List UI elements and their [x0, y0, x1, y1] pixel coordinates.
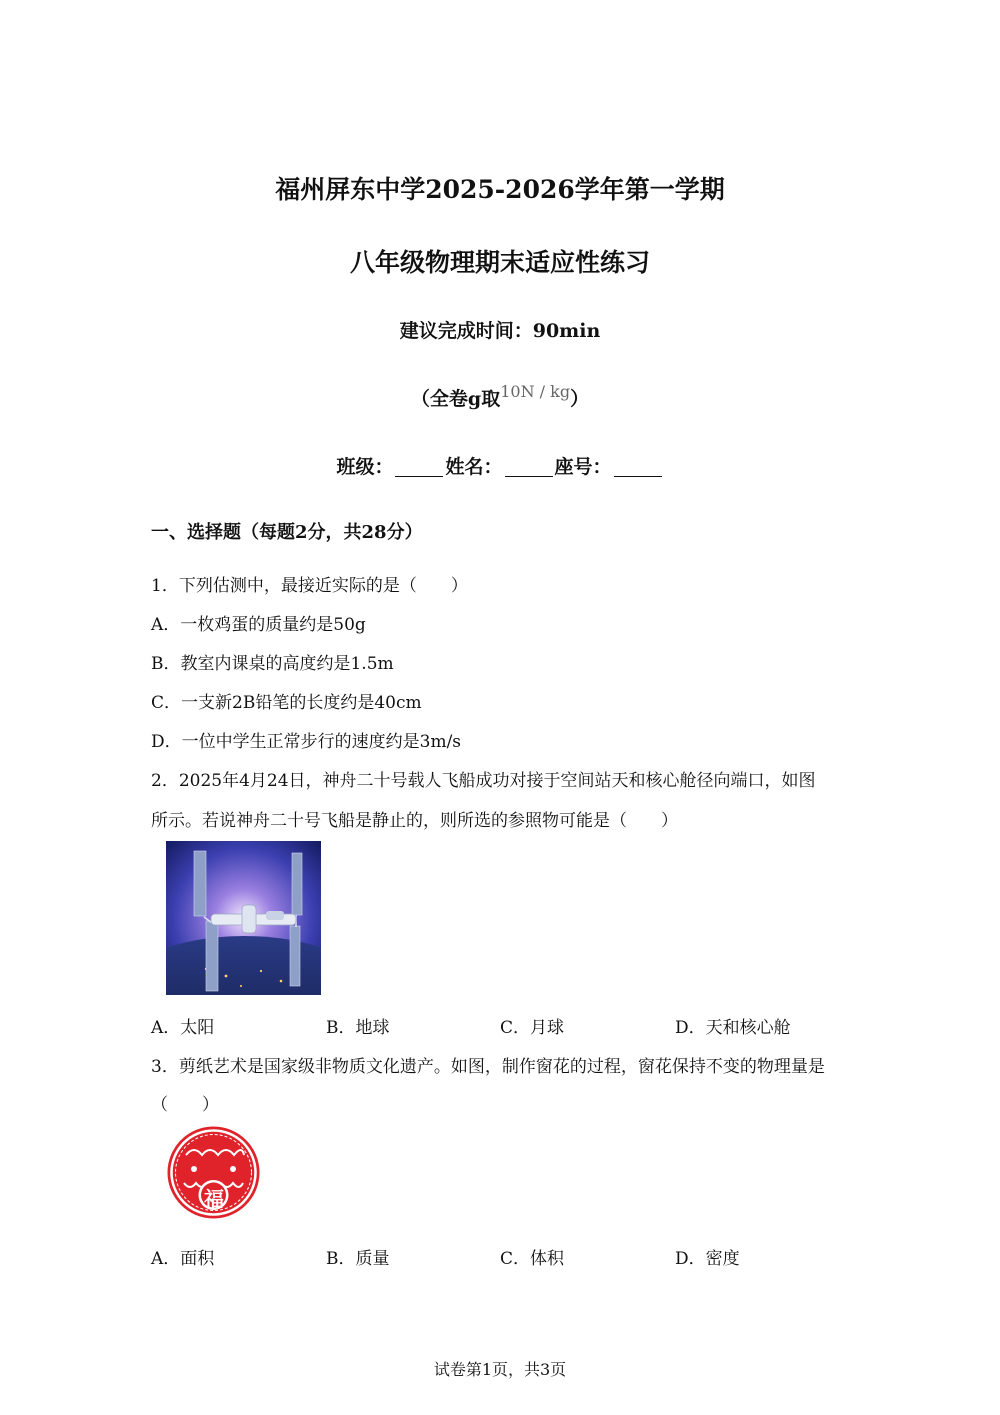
question-1-stem: 1．下列估测中，最接近实际的是（ ）: [151, 576, 468, 596]
question-2-option-c: C．月球: [500, 1018, 565, 1038]
gravity-suffix: ）: [570, 388, 590, 410]
question-3-option-a: A．面积: [151, 1249, 215, 1269]
class-label: 班级：: [336, 456, 394, 478]
question-2-option-a: A．太阳: [151, 1018, 215, 1038]
gravity-note: [0, 382, 1000, 411]
space-station-image: [166, 841, 321, 995]
question-2-option-d: D．天和核心舱: [675, 1018, 791, 1038]
question-3-stem-line1: 3．剪纸艺术是国家级非物质文化遗产。如图，制作窗花的过程，窗花保持不变的物理量是: [151, 1057, 825, 1077]
question-1-option-d: D．一位中学生正常步行的速度约是3m/s: [151, 732, 462, 752]
time-suggestion: [0, 316, 1000, 343]
time-label: 建议完成时间：: [399, 320, 533, 342]
student-info-row: [0, 452, 1000, 479]
space-station-illustration: [166, 841, 321, 995]
question-3-option-c: C．体积: [500, 1249, 565, 1269]
question-2-stem-line2: 所示。若说神舟二十号飞船是静止的，则所选的参照物可能是（ ）: [151, 811, 678, 831]
time-value: 90min: [532, 320, 601, 342]
page-footer: 试卷第1页，共3页: [433, 1360, 567, 1379]
question-2-stem-line1: 2．2025年4月24日，神舟二十号载人飞船成功对接于空间站天和核心舱径向端口，如图: [151, 771, 816, 791]
question-1-option-c: C．一支新2B铅笔的长度约是40cm: [151, 693, 422, 713]
exam-title-line1: 福州屏东中学2025-2026学年第一学期: [275, 175, 725, 204]
question-3-stem-line2: （ ）: [151, 1095, 219, 1115]
gravity-prefix: （全卷g取: [410, 388, 501, 410]
name-blank[interactable]: [505, 458, 553, 477]
question-3-option-b: B．质量: [326, 1249, 390, 1269]
fu-character: 福: [204, 1187, 224, 1211]
exam-title-line2: 八年级物理期末适应性练习: [349, 248, 650, 277]
class-blank[interactable]: [395, 458, 443, 477]
seat-label: 座号：: [554, 456, 612, 478]
gravity-value: 10N / kg: [500, 382, 571, 401]
question-3-option-d: D．密度: [675, 1249, 740, 1269]
section-title: 一、选择题（每题2分，共28分）: [151, 522, 423, 543]
name-label: 姓名：: [445, 456, 503, 478]
question-2-option-b: B．地球: [326, 1018, 390, 1038]
question-1-option-a: A．一枚鸡蛋的质量约是50g: [151, 615, 366, 635]
seat-blank[interactable]: [614, 458, 662, 477]
paper-cut-image: [166, 1125, 261, 1220]
question-1-option-b: B．教室内课桌的高度约是1.5m: [151, 654, 394, 674]
